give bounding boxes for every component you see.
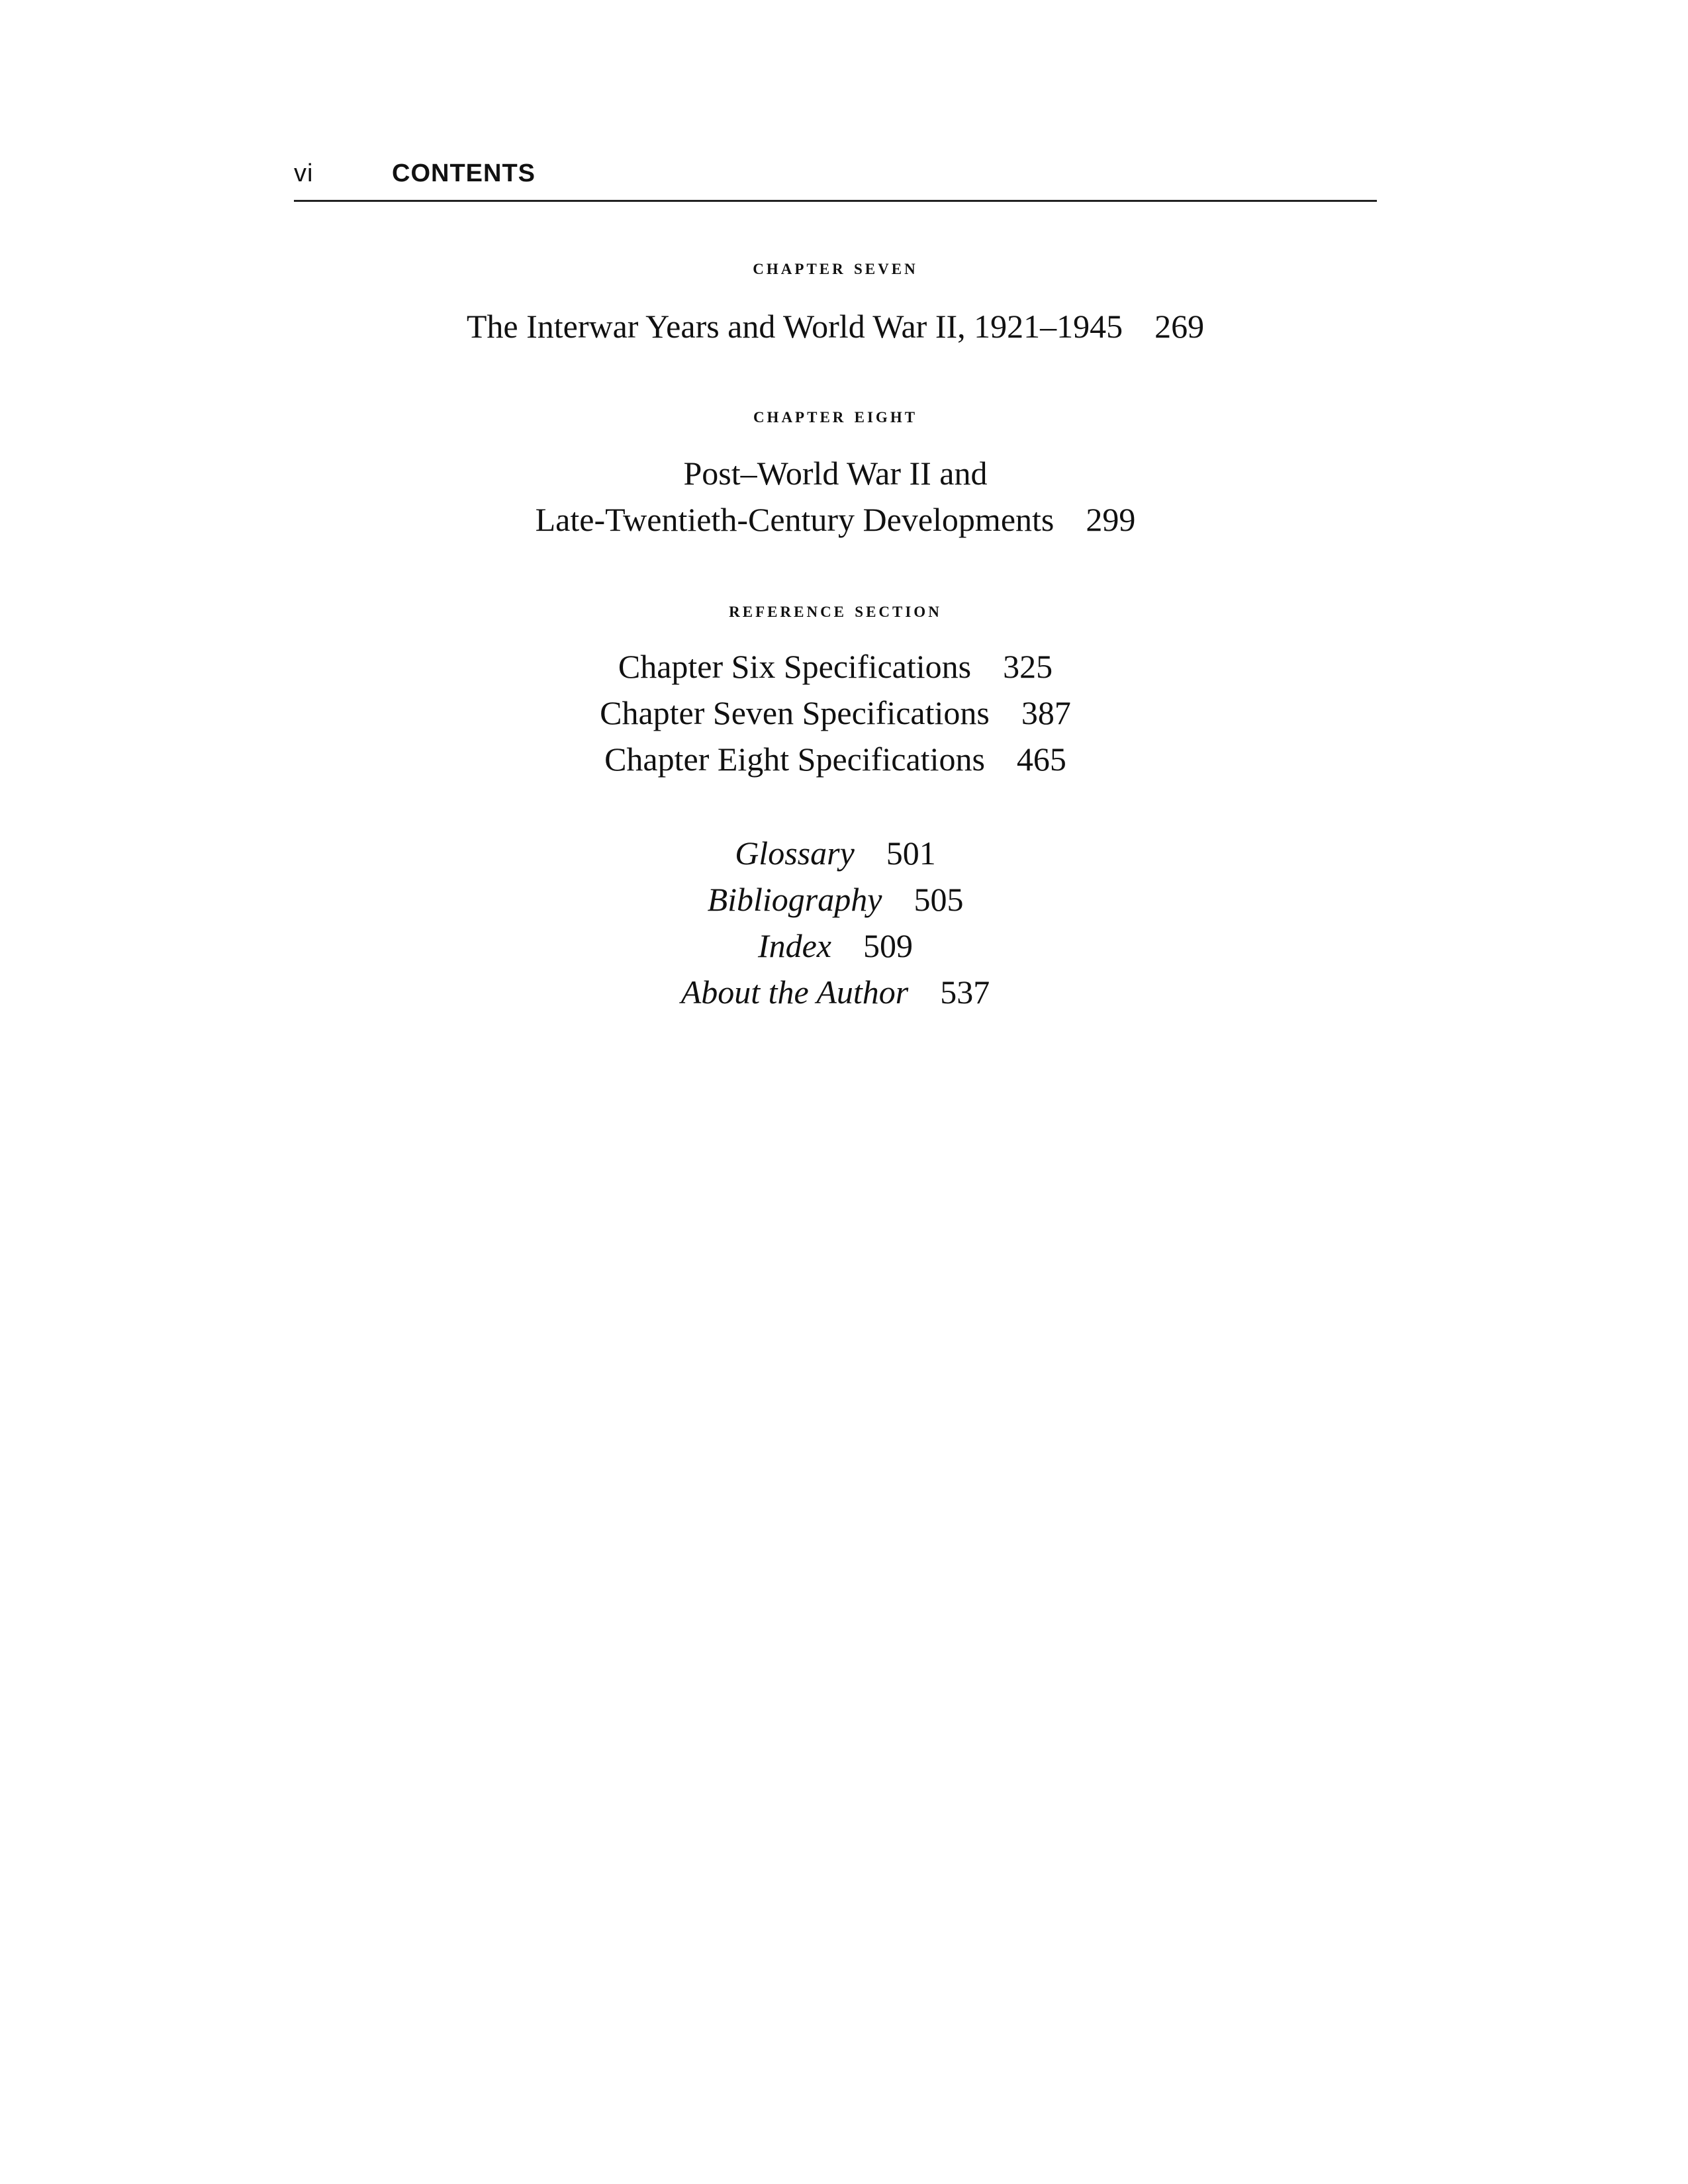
page-number: 325	[1003, 648, 1053, 685]
page-number: 387	[1021, 694, 1071, 731]
entry-title: About the Author	[680, 974, 909, 1011]
toc-reference-section	[294, 597, 1377, 623]
toc-entry[interactable]	[294, 643, 1377, 690]
page-number: 509	[863, 927, 914, 964]
chapter-title-line-2: Late-Twentieth-Century Developments	[535, 501, 1055, 538]
toc-entry-chapter-eight[interactable]	[294, 450, 1377, 543]
toc-entry[interactable]	[294, 923, 1377, 969]
toc-chapter-seven	[294, 254, 1377, 281]
entry-title: Chapter Seven Specifications	[600, 694, 990, 731]
chapter-title: The Interwar Years and World War II, 1921–1945	[466, 308, 1123, 345]
entry-title: Chapter Six Specifications	[618, 648, 972, 685]
page-number: 501	[886, 835, 936, 872]
page-number: 465	[1016, 741, 1066, 778]
entry-title: Index	[757, 927, 832, 964]
entry-title: Chapter Eight Specifications	[604, 741, 985, 778]
chapter-title-line-1: Post–World War II and	[683, 455, 988, 492]
toc-entry-chapter-seven[interactable]	[294, 303, 1377, 349]
back-matter-entries	[294, 830, 1377, 1015]
toc-chapter-eight	[294, 402, 1377, 429]
toc-entry[interactable]	[294, 876, 1377, 923]
page-number: 269	[1154, 308, 1205, 345]
running-head	[294, 154, 1377, 202]
entry-title: Bibliography	[707, 881, 882, 918]
toc-entry[interactable]	[294, 690, 1377, 736]
section-label: reference section	[729, 598, 942, 622]
page-number: 537	[940, 974, 990, 1011]
page-number: 299	[1086, 501, 1136, 538]
page-folio: vi	[294, 159, 314, 187]
toc-entry[interactable]	[294, 736, 1377, 782]
page-number: 505	[914, 881, 964, 918]
entry-title: Glossary	[735, 835, 855, 872]
chapter-label: chapter eight	[753, 404, 918, 428]
reference-entries	[294, 643, 1377, 782]
running-head-title: CONTENTS	[392, 159, 536, 187]
chapter-label: chapter seven	[753, 255, 918, 279]
toc-entry[interactable]	[294, 969, 1377, 1015]
toc-entry[interactable]	[294, 830, 1377, 876]
